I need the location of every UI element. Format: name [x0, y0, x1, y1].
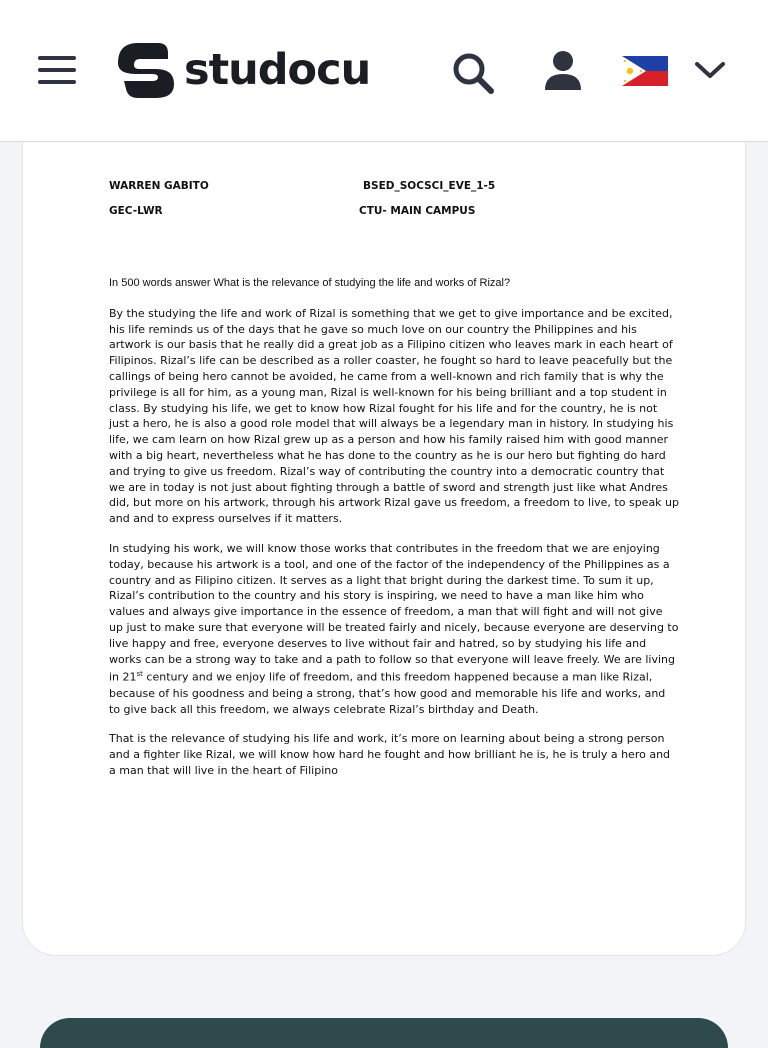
user-icon[interactable]: [542, 50, 586, 92]
essay-paragraph-1: By the studying the life and work of Rizal is something that we get to give importance and be excited, his life reminds us of the days that he gave so much love on our country the Philippines and his artwork is our basis that he really did a great job as a Filipino citizen who leaves mark in each heart of Filipinos. Rizal’s life can be described as a roller coaster, he fought so hard to leave peacefully but the callings of being hero cannot be avoided, he came from a well-known and rich family that is why the privilege is all for him, as a young man, Rizal is well-known for his being brilliant and a top student in class. By studying his life, we get to know how Rizal fought for his life and for the country, he is not just a hero, he is also a good role model that will always be a legendary man in history. In studying his life, we cam learn on how Rizal grew up as a person and how his family raised him with good manner with a big heart, nevertheless what he has done to the country as he is our hero but fighting do hard and trying to give us freedom. Rizal’s way of contributing the country into a democratic country that we are in today is not just about fighting through a battle of sword and strength just like what Andres did, but more on his artwork, through his artwork Rizal gave us freedom, a freedom to live, to speak up and and to express ourselves if it matters.: [109, 306, 680, 526]
document-content: [109, 179, 679, 779]
studocu-logo-mark-icon: [112, 41, 176, 99]
essay-question: In 500 words answer What is the relevance of studying the life and works of Rizal?: [109, 277, 511, 289]
essay-paragraph-3: That is the relevance of studying his life and work, it’s more on learning about being a strong person and a fighter like Rizal, we will know how hard he fought and how brilliant he is, he is truly a hero and a man that will live in the heart of Filipino: [109, 732, 671, 777]
chevron-down-icon[interactable]: [692, 58, 728, 82]
philippines-flag-icon[interactable]: [622, 56, 668, 86]
course-code: BSED_SOCSCI_EVE_1-5: [363, 180, 496, 192]
campus-name: CTU- MAIN CAMPUS: [359, 205, 476, 217]
header-row-2: [109, 204, 679, 229]
studocu-logo[interactable]: [112, 40, 370, 100]
ordinal-suffix: st: [136, 670, 143, 679]
header-row-1: [109, 179, 679, 204]
hamburger-menu-icon[interactable]: [38, 56, 76, 86]
document-page: [22, 126, 746, 956]
logo-text: studocu: [184, 44, 371, 95]
bottom-action-bar[interactable]: [40, 1018, 728, 1048]
subject-code: GEC-LWR: [109, 205, 163, 217]
author-name: WARREN GABITO: [109, 180, 209, 192]
search-icon[interactable]: [450, 50, 496, 96]
top-header: [0, 0, 768, 142]
paragraph-2-part-a: In studying his work, we will know those works that contributes in the freedom that we are enjoying today, because his artwork is a tool, and one of the factor of the independency of the Philippines as a country and as Filipino citizen. It serves as a light that bright during the darkest time. To sum it up, Rizal’s contribution to the country and his story is inspiring, we need to have a man like him who values and always give importance in the essence of freedom, a man that will fight and will not give up just to make sure that everyone will be treated fairly and nicely, because everyone are deserving to live happy and free, everyone deserves to live without fair and hatred, so by studying his life and works can be a strong way to take and a path to follow so that everyone will leave freely. We are living in 21: [109, 541, 679, 684]
essay-paragraph-2: [109, 541, 679, 717]
paragraph-2-part-b: century and we enjoy life of freedom, and this freedom happened because a man like Rizal, because of his goodness and being a strong, that’s how good and memorable his life and works, and to give back all this freedom, we always celebrate Rizal’s birthday and Death.: [109, 670, 666, 716]
